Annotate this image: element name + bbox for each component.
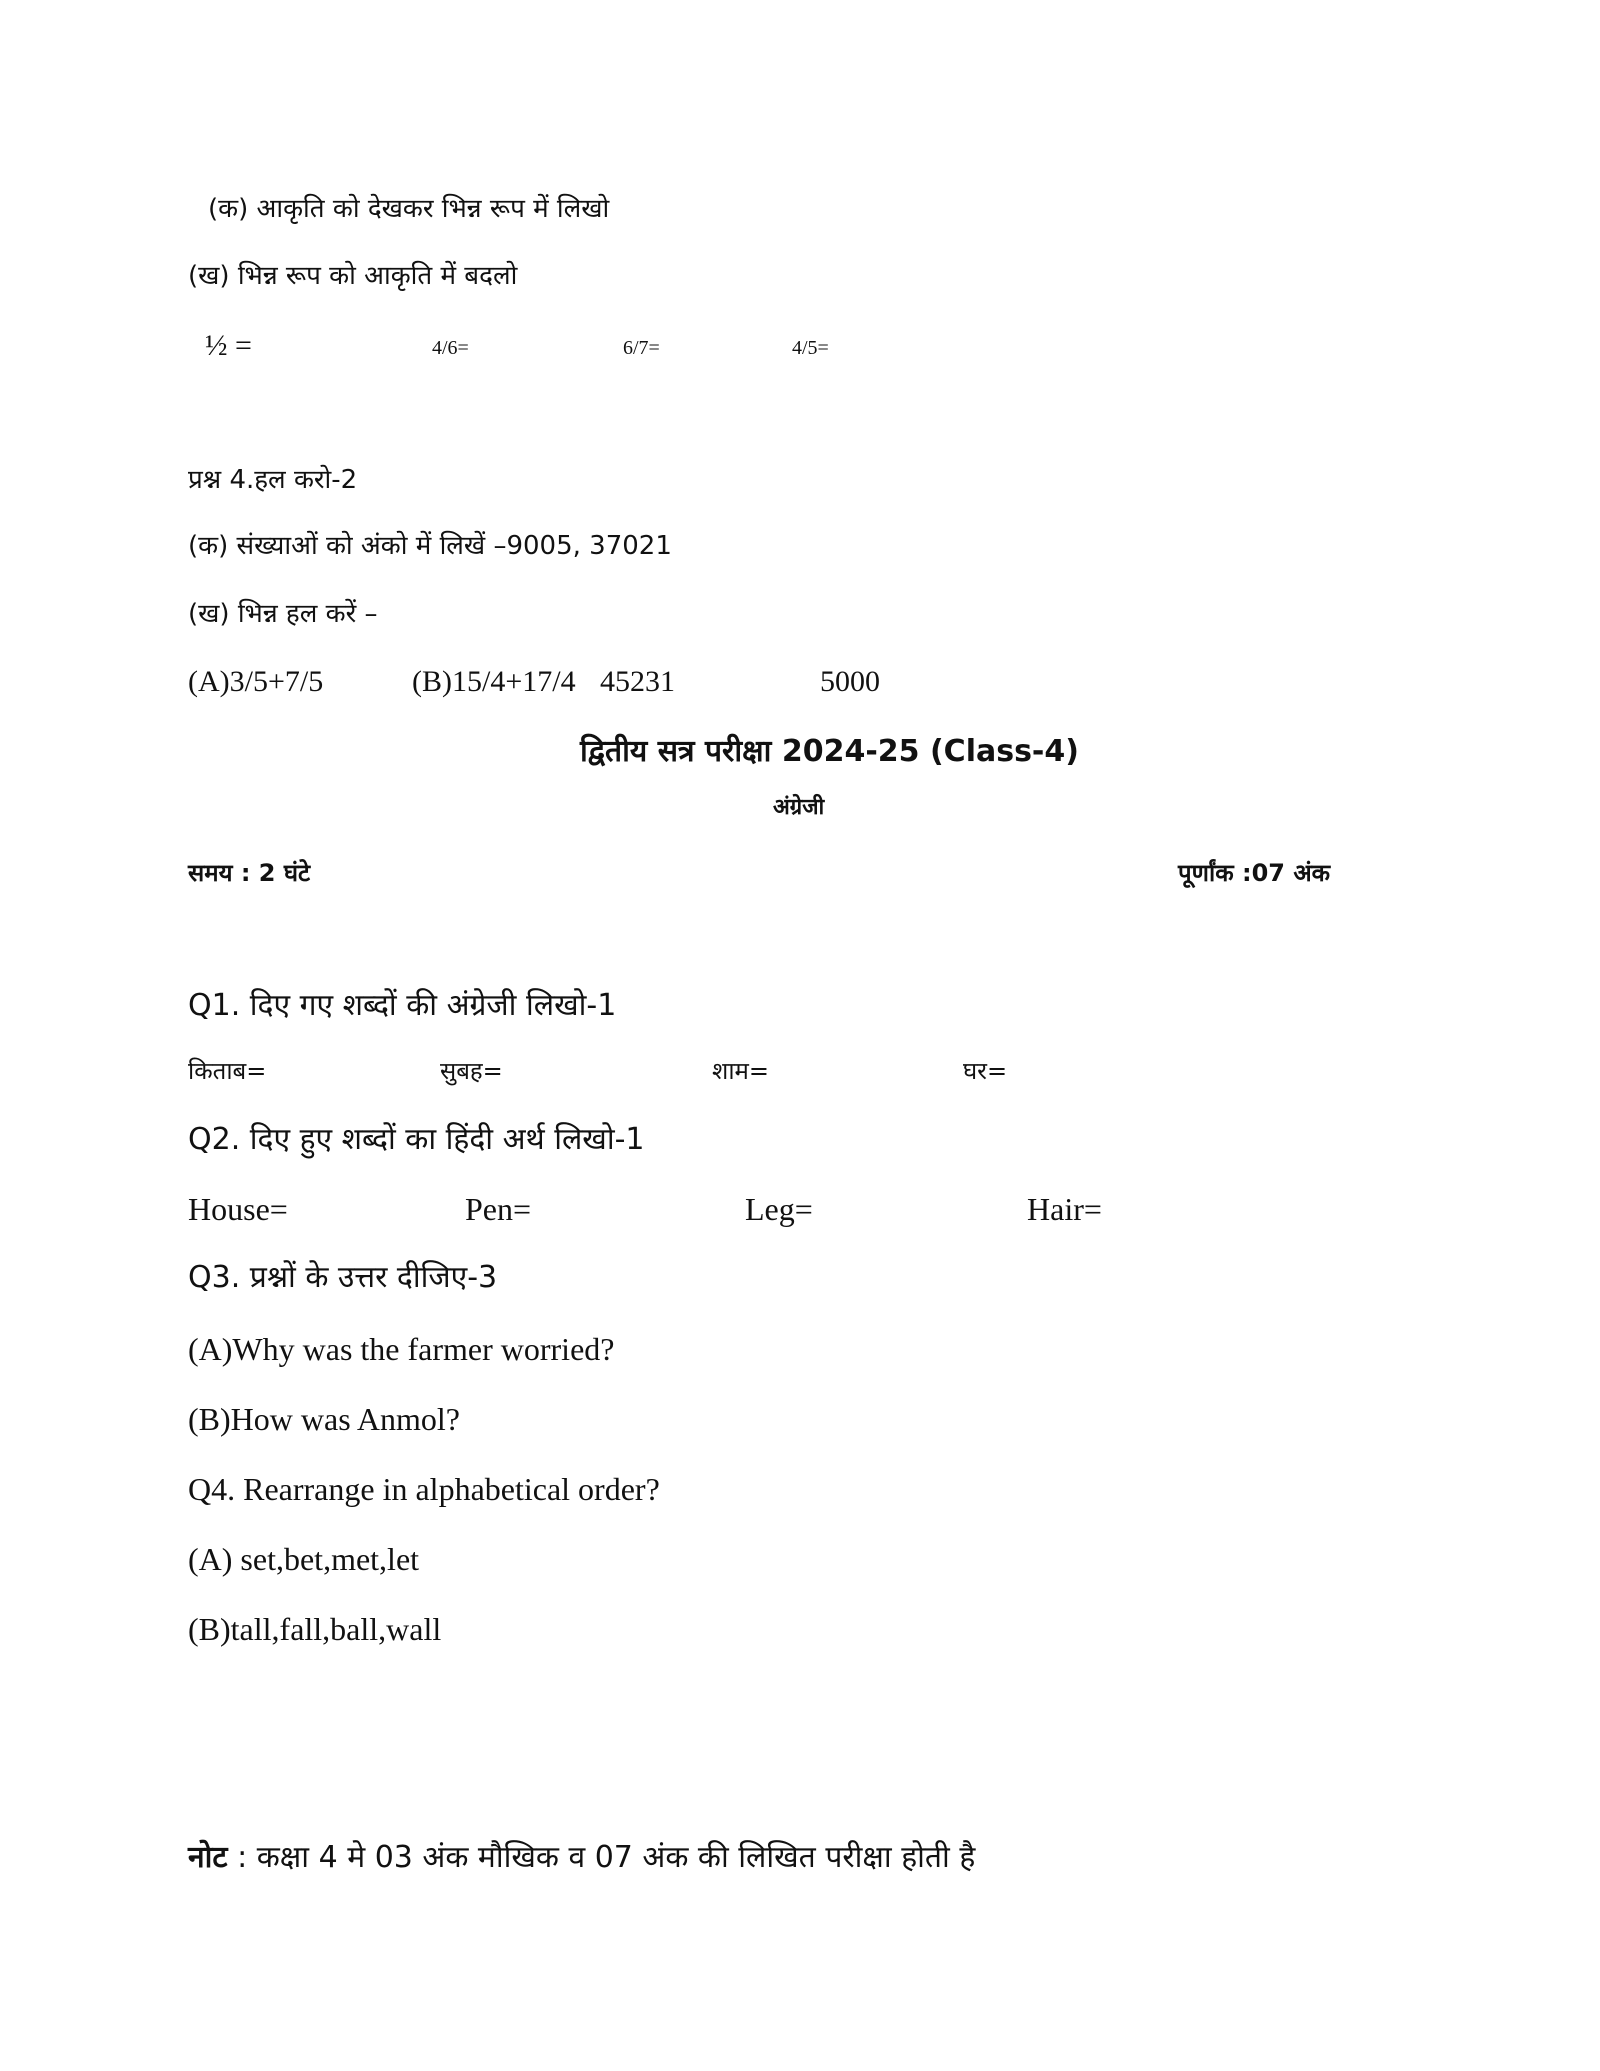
q4-list-b: (B)tall,fall,ball,wall bbox=[188, 1611, 442, 1647]
q3-question-b: (B)How was Anmol? bbox=[188, 1401, 460, 1437]
english-q4: Q4. Rearrange in alphabetical order? bbox=[188, 1471, 660, 1507]
fraction-4-5: 4/5= bbox=[792, 337, 829, 359]
fraction-half: ½ = bbox=[205, 329, 252, 362]
english-q1: Q1. दिए गए शब्दों की अंग्रेजी लिखो-1 bbox=[188, 988, 617, 1023]
english-q3: Q3. प्रश्नों के उत्तर दीजिए-3 bbox=[188, 1260, 498, 1295]
exam-subject: अंग्रेजी bbox=[773, 795, 825, 820]
q4-number-5000: 5000 bbox=[820, 665, 880, 698]
q4-list-a: (A) set,bet,met,let bbox=[188, 1541, 420, 1577]
q2-word-house: House= bbox=[188, 1191, 288, 1227]
q4-part-kha: (ख) भिन्न हल करें – bbox=[188, 599, 378, 629]
q4-item-b: (B)15/4+17/4 bbox=[412, 665, 576, 698]
english-q2: Q2. दिए हुए शब्दों का हिंदी अर्थ लिखो-1 bbox=[188, 1122, 645, 1157]
q4-item-a: (A)3/5+7/5 bbox=[188, 665, 324, 698]
exam-max-marks: पूर्णांक :07 अंक bbox=[1178, 859, 1331, 887]
q2-word-leg: Leg= bbox=[745, 1191, 813, 1227]
note-line bbox=[188, 1840, 976, 1875]
exam-time: समय : 2 घंटे bbox=[188, 859, 311, 887]
fraction-6-7: 6/7= bbox=[623, 337, 660, 359]
note-label: नोट bbox=[188, 1840, 228, 1875]
q3-question-a: (A)Why was the farmer worried? bbox=[188, 1331, 615, 1367]
q4-title: प्रश्न 4.हल करो-2 bbox=[188, 465, 358, 495]
note-text: : कक्षा 4 मे 03 अंक मौखिक व 07 अंक की लिखित परीक्षा होती है bbox=[237, 1840, 976, 1875]
q4-part-ka: (क) संख्याओं को अंको में लिखें –9005, 37021 bbox=[188, 531, 672, 561]
q1-word-ghar: घर= bbox=[963, 1057, 1008, 1085]
q3-part-kha: (ख) भिन्न रूप को आकृति में बदलो bbox=[188, 261, 518, 291]
q2-word-pen: Pen= bbox=[465, 1191, 532, 1227]
q3-part-ka: (क) आकृति को देखकर भिन्न रूप में लिखो bbox=[208, 194, 610, 224]
q1-word-subah: सुबह= bbox=[440, 1057, 503, 1085]
q1-word-kitab: किताब= bbox=[188, 1057, 267, 1085]
q1-word-shaam: शाम= bbox=[712, 1057, 769, 1085]
q2-word-hair: Hair= bbox=[1027, 1191, 1102, 1227]
fraction-4-6: 4/6= bbox=[432, 337, 469, 359]
exam-title: द्वितीय सत्र परीक्षा 2024-25 (Class-4) bbox=[580, 734, 1079, 769]
q4-number-45231: 45231 bbox=[600, 665, 675, 698]
